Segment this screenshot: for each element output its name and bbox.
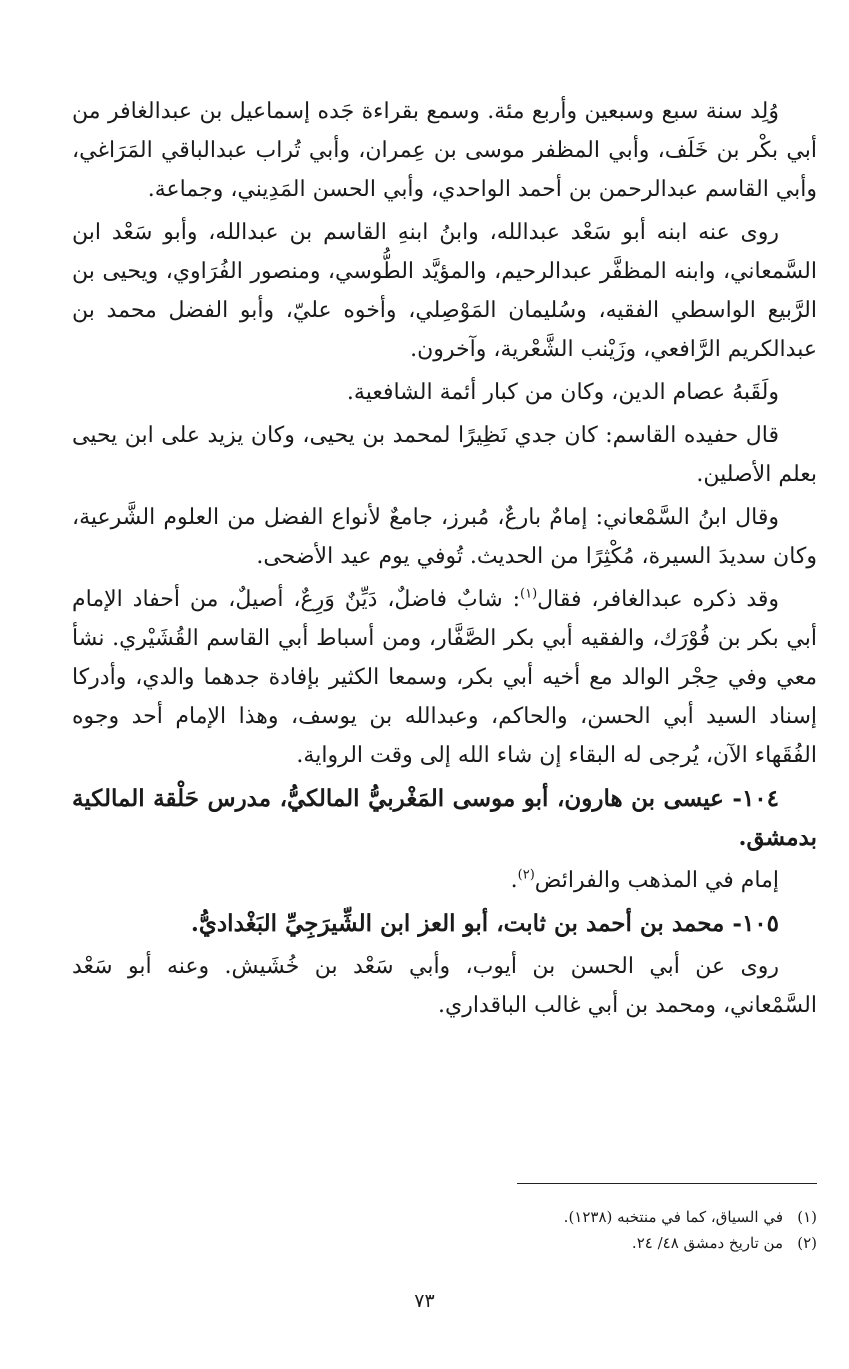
paragraph-entry-105: روى عن أبي الحسن بن أيوب، وأبي سَعْد بن خُشَيش. وعنه أبو سَعْد السَّمْعاني، ومحمد بن أبي غالب الباقداري. [72,954,817,1018]
entry-heading-104: ١٠٤- عيسى بن هارون، أبو موسى المَغْربيُّ المالكيُّ، مدرس حَلْقة المالكية بدمشق. [72,785,817,851]
footnote-2 [72,1230,817,1256]
page-number: ٧٣ [414,1290,435,1312]
paragraph-samani-quote: وقال ابنُ السَّمْعاني: إمامٌ بارعٌ، مُبرز، جامعٌ لأنواع الفضل من العلوم الشَّرعية، وكان سديدَ السيرة، مُكْثِرًا من الحديث. تُوفي يوم عيد الأضحى. [72,505,817,569]
text-segment: إمام في المذهب والفرائض [534,868,779,893]
paragraph-grandson-quote: قال حفيده القاسم: كان جدي نَظِيرًا لمحمد بن يحيى، وكان يزيد على ابن يحيى بعلم الأصلين. [72,423,817,487]
footnotes [72,1204,817,1256]
footnote-divider [517,1183,817,1184]
paragraph-birth: وُلِد سنة سبع وسبعين وأربع مئة. وسمع بقراءة جَده إسماعيل بن عبدالغافر من أبي بكْر بن خَلَف، وأبي المظفر موسى بن عِمران، وأبي تُراب عبدالباقي المَرَاغي، وأبي القاسم عبدالرحمن بن أحمد الواحدي، وأبي الحسن المَدِيني، وجماعة. [72,99,817,202]
paragraph-narrators: روى عنه ابنه أبو سَعْد عبدالله، وابنُ ابنهِ القاسم بن عبدالله، وأبو سَعْد ابن السَّمعاني، وابنه المظفَّر عبدالرحيم، والمؤيَّد الطُّوسي، ومنصور الفُرَاوي، ويحيى بن الرَّبيع الواسطي الفقيه، وسُليمان المَوْصِلي، وأخوه عليّ، وأبو الفضل محمد بن عبدالكريم الرَّافعي، وزَيْنب الشَّعْرية، وآخرون. [72,220,817,362]
text-segment: وقد ذكره عبدالغافر، فقال [537,587,780,612]
paragraph-abdulghafir-quote [72,580,817,775]
footnote-ref-1[interactable]: (١) [520,586,538,602]
footnote-text: من تاريخ دمشق ٤٨/ ٢٤. [631,1234,783,1252]
text-segment: . [510,868,518,893]
text-segment: : شابٌ فاضلٌ، دَيِّنٌ وَرِعٌ، أصيلٌ، من أحفاد الإمام أبي بكر بن فُوْرَك، والفقيه أبي بكر الصَّفَّار، ومن أسباط أبي القاسم القُشَيْري. نشأ معي وفي حِجْر الوالد مع أخيه أبي بكر، وسمعا الكثير بإفادة جدهما والدي، وأدركا إسناد السيد أبي الحسن، والحاكم، وعبدالله بن يوسف، وهذا الإمام أحد وجوه الفُقَهاء الآن، يُرجى له البقاء إن شاء الله إلى وقت الرواية. [72,587,817,768]
main-text [72,92,817,1025]
footnote-number: (٢) [797,1234,817,1252]
footnote-1 [72,1204,817,1230]
paragraph-entry-104 [72,861,817,900]
footnote-text: في السياق، كما في منتخبه (١٢٣٨). [563,1208,783,1226]
paragraph-title: ولَقَبهُ عصام الدين، وكان من كبار أئمة الشافعية. [346,380,779,405]
footnote-number: (١) [797,1208,817,1226]
footnote-ref-2[interactable]: (٢) [517,867,535,883]
entry-heading-105: ١٠٥- محمد بن أحمد بن ثابت، أبو العز ابن الشِّيرَجِيِّ البَغْداديُّ. [190,910,779,937]
